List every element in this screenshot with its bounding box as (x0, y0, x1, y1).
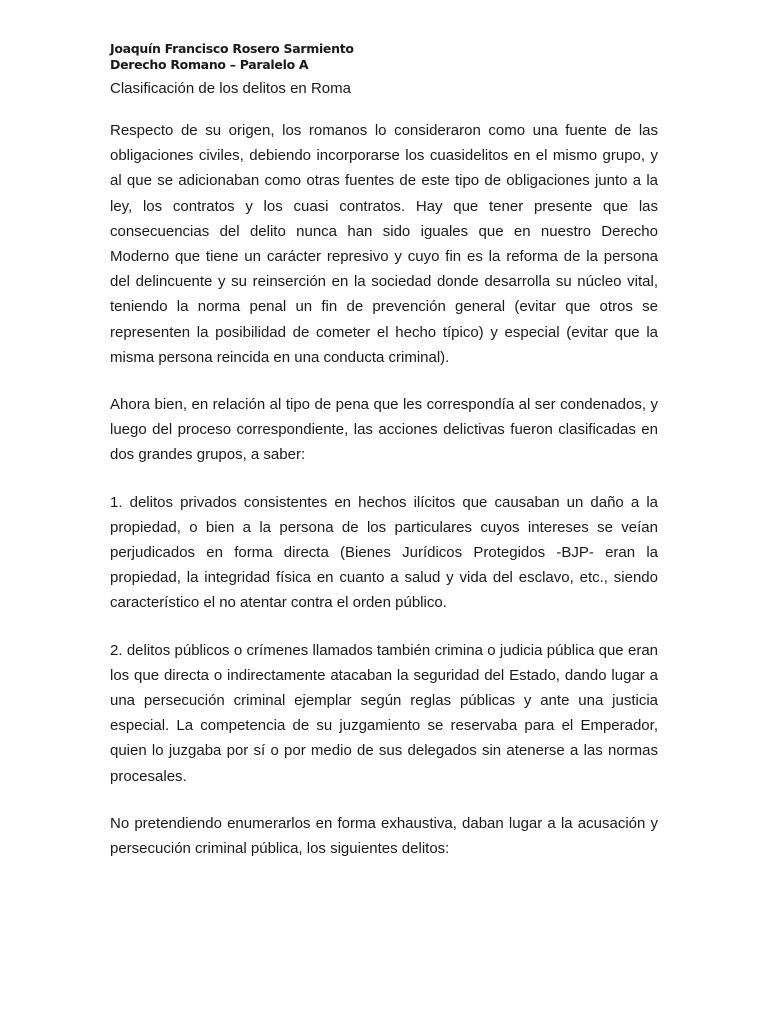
document-title: Clasificación de los delitos en Roma (110, 80, 351, 97)
paragraph-private-crimes: 1. delitos privados consistentes en hechos ilícitos que causaban un daño a la propiedad, o bien a la persona de los particulares cuyos intereses se veían perjudicados en forma directa (Bienes Jurídicos Protegidos -BJP- eran la propiedad, la integridad física en cuanto a salud y vida del esclavo, etc., siendo característico el no atentar contra el orden público. (110, 493, 658, 612)
document-page (110, 41, 658, 861)
paragraph-public-crimes: 2. delitos públicos o crímenes llamados también crimina o judicia pública que eran los que directa o indirectamente atacaban la seguridad del Estado, dando lugar a una persecución criminal ejemplar según reglas públicas y ante una justicia especial. La competencia de su juzgamiento se reservaba para el Emperador, quien lo juzgaba por sí o por medio de sus delegados sin atenerse a las normas procesales. (110, 641, 658, 785)
paragraph-origin: Respecto de su origen, los romanos lo consideraron como una fuente de las obligaciones civiles, debiendo incorporarse los cuasidelitos en el mismo grupo, y al que se adicionaban como otras fuentes de este tipo de obligaciones junto a la ley, los contratos y los cuasi contratos. Hay que tener presente que las consecuencias del delito nunca han sido iguales que en nuestro Derecho Moderno que tiene un carácter represivo y cuyo fin es la reforma de la persona del delincuente y su reinserción en la sociedad donde desarrolla su núcleo vital, teniendo la norma penal un fin de prevención general (evitar que otros se representen la posibilidad de cometer el hecho típico) y especial (evitar que la misma persona reincida en una conducta criminal). (110, 122, 658, 366)
course-name: Derecho Romano – Paralelo A (110, 57, 309, 72)
paragraph-classification: Ahora bien, en relación al tipo de pena que les correspondía al ser condenados, y luego del proceso correspondiente, las acciones delictivas fueron clasificadas en dos grandes grupos, a saber: (110, 396, 658, 464)
author-name: Joaquín Francisco Rosero Sarmiento (110, 41, 354, 56)
paragraph-enumeration: No pretendiendo enumerarlos en forma exhaustiva, daban lugar a la acusación y persecución criminal pública, los siguientes delitos: (110, 814, 658, 858)
